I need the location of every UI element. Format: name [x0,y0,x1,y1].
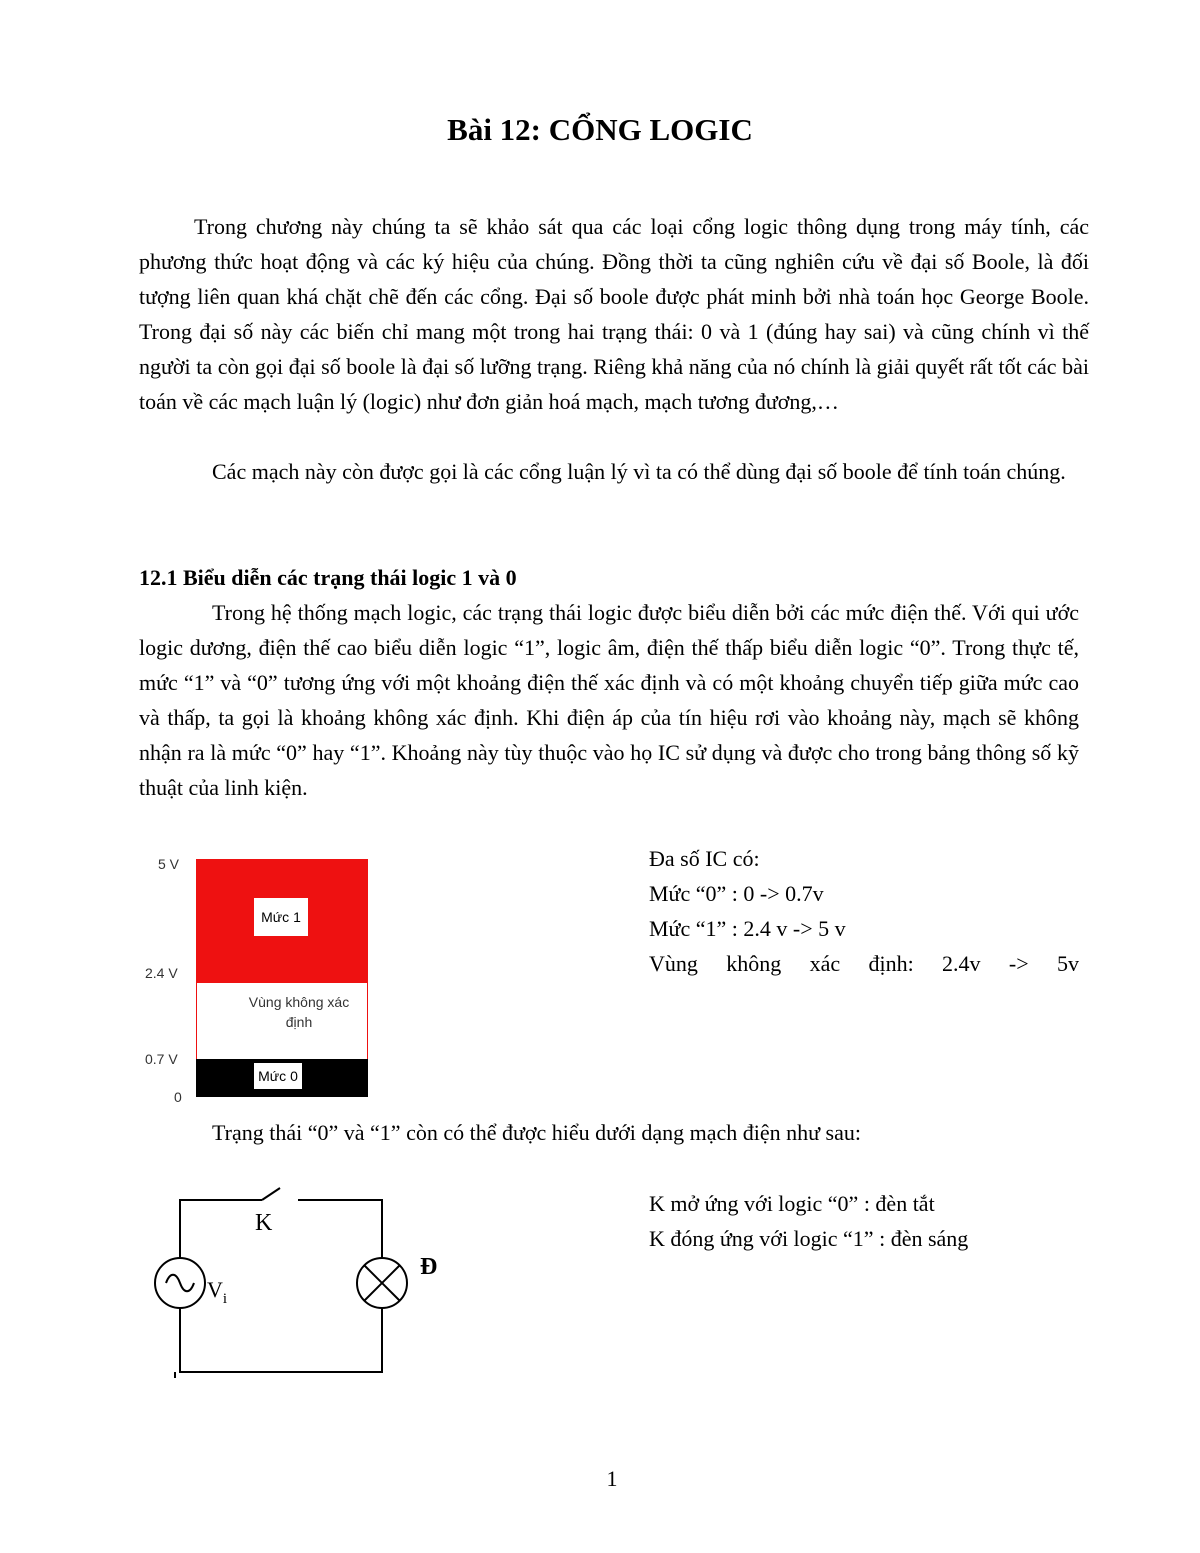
level-0-label: Mức 0 [254,1063,302,1089]
sine-wave-icon [166,1275,194,1292]
ic-info-undefined-word: -> [1008,951,1029,976]
section-heading: 12.1 Biểu diễn các trạng thái logic 1 và 0 [139,565,517,590]
switch-label: K [255,1210,273,1236]
switch-circuit-diagram [140,1170,440,1390]
ic-info-undefined-word: định: [868,951,914,976]
wire-bottom [180,1308,382,1372]
ic-info-undefined [649,946,1079,981]
undefined-label-line2: định [285,1014,313,1030]
switch-k-icon [262,1188,280,1200]
tick-2-4v: 2.4 V [145,965,178,981]
wire-right-top [298,1200,382,1258]
tick-0: 0 [174,1089,182,1105]
undefined-region-label [240,992,358,1032]
section-paragraph: Trong hệ thống mạch logic, các trạng thái logic được biểu diễn bởi các mức điện thế. Với qui ước logic dương, điện thế cao biểu diễn logic “1”, logic âm, điện thế thấp biểu diễn logic “0”. Trong thực tế, mức “1” và “0” tương ứng với một khoảng điện thế xác định và có một khoảng chuyển tiếp giữa mức cao và thấp, ta gọi là khoảng không xác định. Khi điện áp của tín hiệu rơi vào khoảng này, mạch sẽ không nhận ra là mức “0” hay “1”. Khoảng này tùy thuộc vào họ IC sử dụng và được cho trong bảng thông số kỹ thuật của linh kiện. [139,600,1079,800]
tick-0-7v: 0.7 V [145,1051,178,1067]
circuit-intro: Trạng thái “0” và “1” còn có thể được hiểu dưới dạng mạch điện như sau: [212,1120,861,1145]
intro-paragraph: Trong chương này chúng ta sẽ khảo sát qua các loại cổng logic thông dụng trong máy tính, các phương thức hoạt động và các ký hiệu của chúng. Đồng thời ta cũng nghiên cứu về đại số Boole, là đối tượng liên quan khá chặt chẽ đến các cổng. Đại số boole được phát minh bởi nhà toán học George Boole. Trong đại số này các biến chỉ mang một trong hai trạng thái: 0 và 1 (đúng hay sai) và cũng chính vì thế người ta còn gọi đại số boole là đại số lưỡng trạng. Riêng khả năng của nó chính là giải quyết rất tốt các bài toán về các mạch luận lý (logic) như đơn giản hoá mạch, mạch tương đương,… [139,214,1089,414]
circuit-note-open: K mở ứng với logic “0” : đèn tắt [649,1191,935,1216]
ic-info-undefined-word: 2.4v [942,951,981,976]
wire-left-top [180,1200,262,1258]
ic-info-undefined-word: không [726,951,782,976]
second-paragraph: Các mạch này còn được gọi là các cổng luận lý vì ta có thể dùng đại số boole để tính toán chúng. [212,459,1066,484]
ic-info-undefined-word: Vùng [649,951,698,976]
ic-info-level0: Mức “0” : 0 -> 0.7v [649,881,824,906]
circuit-note-closed: K đóng ứng với logic “1” : đèn sáng [649,1226,969,1251]
level-1-label: Mức 1 [254,898,308,936]
page-title: Bài 12: CỔNG LOGIC [447,112,753,147]
tick-5v: 5 V [158,856,180,872]
source-label: $V_i$ [207,1277,228,1307]
ic-info-level1: Mức “1” : 2.4 v -> 5 v [649,916,846,941]
lamp-label: Đ [420,1254,438,1280]
ic-info-undefined-word: xác [809,951,841,976]
ic-info-heading: Đa số IC có: [649,846,760,871]
ic-info-undefined-word: 5v [1056,951,1079,976]
page-number: 1 [606,1466,618,1491]
undefined-label-line1: Vùng không xác [248,994,350,1010]
